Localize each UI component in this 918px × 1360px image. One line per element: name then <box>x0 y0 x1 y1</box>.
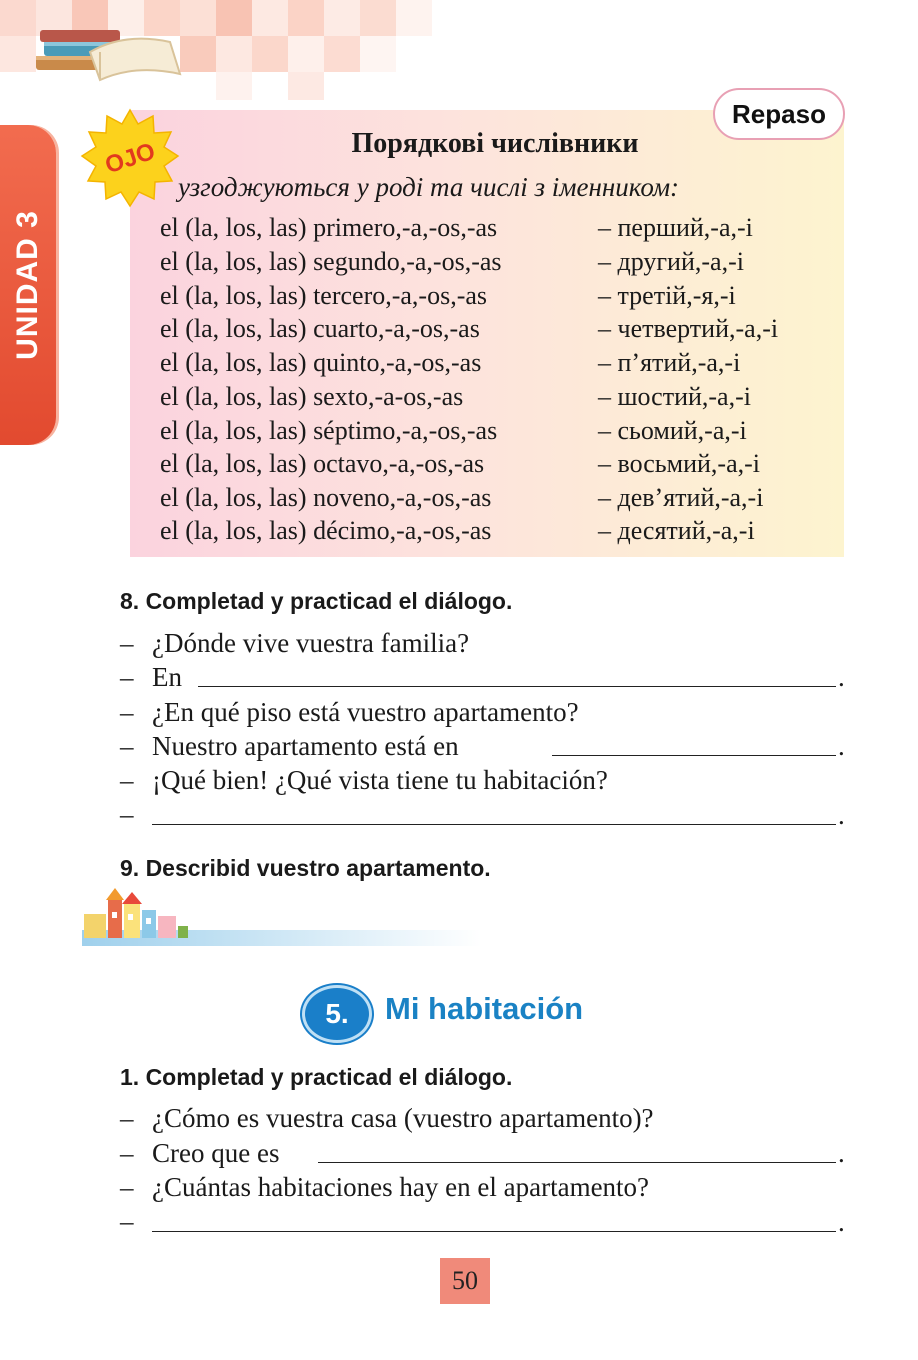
ordinal-spanish: el (la, los, las) primero,-a,-os,-as <box>160 213 498 242</box>
ordinal-ukrainian: – десятий,-а,-і <box>598 516 755 545</box>
ordinal-spanish: el (la, los, las) décimo,-a,-os,-as <box>160 516 492 545</box>
exercise-1-title: 1. Completad y practicad el diálogo. <box>120 1064 513 1090</box>
ordinal-ukrainian: – сьомий,-а,-і <box>598 416 747 445</box>
dialog-dash: – <box>120 765 134 795</box>
period-mark: . <box>838 662 845 692</box>
ordinal-ukrainian: – п’ятий,-а,-і <box>598 348 741 377</box>
ordinal-ukrainian: – перший,-а,-і <box>598 213 753 242</box>
ordinal-spanish: el (la, los, las) séptimo,-a,-os,-as <box>160 416 498 445</box>
repaso-badge: Repaso <box>713 88 845 140</box>
dialog-text: ¿Cómo es vuestra casa (vuestro apartamento)? <box>152 1103 654 1133</box>
dialog-text: ¿Cuántas habitaciones hay en el apartamento? <box>152 1172 650 1202</box>
period-mark: . <box>838 800 845 830</box>
dialog-dash: – <box>120 628 134 658</box>
dialog-dash: – <box>120 799 134 829</box>
ordinal-ukrainian: – дев’ятий,-а,-і <box>598 483 764 512</box>
exercise-8-title: 8. Completad y practicad el diálogo. <box>120 588 513 614</box>
ordinal-spanish: el (la, los, las) octavo,-a,-os,-as <box>160 449 485 478</box>
dialog-dash: – <box>120 1172 134 1202</box>
answer-blank[interactable] <box>552 755 836 756</box>
ordinal-spanish: el (la, los, las) segundo,-a,-os,-as <box>160 247 502 276</box>
dialog-text: ¿En qué piso está vuestro apartamento? <box>152 697 579 727</box>
books-icon <box>30 12 190 84</box>
answer-blank[interactable] <box>318 1162 836 1163</box>
exercise-9-title: 9. Describid vuestro apartamento. <box>120 855 491 881</box>
period-mark: . <box>838 1207 845 1237</box>
ordinal-ukrainian: – шостий,-а,-і <box>598 382 751 411</box>
dialog-text: Creo que es <box>152 1138 280 1168</box>
dialog-text: ¿Dónde vive vuestra familia? <box>152 628 470 658</box>
answer-blank[interactable] <box>152 1231 836 1232</box>
period-mark: . <box>838 731 845 761</box>
ordinal-spanish: el (la, los, las) cuarto,-a,-os,-as <box>160 314 480 343</box>
answer-blank[interactable] <box>152 824 836 825</box>
ojo-label: OJO <box>101 137 159 180</box>
period-mark: . <box>838 1138 845 1168</box>
ordinal-spanish: el (la, los, las) tercero,-a,-os,-as <box>160 281 488 310</box>
box-subtitle: узгоджуються у роді та числі з іменником: <box>178 172 680 202</box>
box-title: Порядкові числівники <box>351 128 639 159</box>
ordinal-ukrainian: – восьмий,-а,-і <box>598 449 761 478</box>
unit-label: UNIDAD 3 <box>11 210 44 360</box>
ordinal-ukrainian: – третій,-я,-і <box>598 281 736 310</box>
dialog-dash: – <box>120 697 134 727</box>
ordinal-spanish: el (la, los, las) quinto,-a,-os,-as <box>160 348 482 377</box>
dialog-dash: – <box>120 1103 134 1133</box>
ordinal-ukrainian: – другий,-а,-і <box>598 247 744 276</box>
page-number: 50 <box>440 1258 490 1304</box>
dialog-dash: – <box>120 731 134 761</box>
city-divider-decoration <box>82 886 482 950</box>
ordinal-spanish: el (la, los, las) sexto,-a-os,-as <box>160 382 464 411</box>
ordinal-spanish: el (la, los, las) noveno,-a,-os,-as <box>160 483 492 512</box>
ojo-starburst-icon <box>80 108 180 208</box>
dialog-text: ¡Qué bien! ¿Qué vista tiene tu habitación? <box>152 765 608 795</box>
answer-blank[interactable] <box>198 686 836 687</box>
dialog-text: Nuestro apartamento está en <box>152 731 459 761</box>
section-number-badge: 5. <box>302 985 372 1043</box>
ordinal-ukrainian: – четвертий,-а,-і <box>598 314 779 343</box>
dialog-dash: – <box>120 662 134 692</box>
section-title: Mi habitación <box>385 991 584 1026</box>
unit-tab <box>0 125 56 445</box>
dialog-dash: – <box>120 1206 134 1236</box>
dialog-text: En <box>152 662 182 692</box>
dialog-dash: – <box>120 1138 134 1168</box>
